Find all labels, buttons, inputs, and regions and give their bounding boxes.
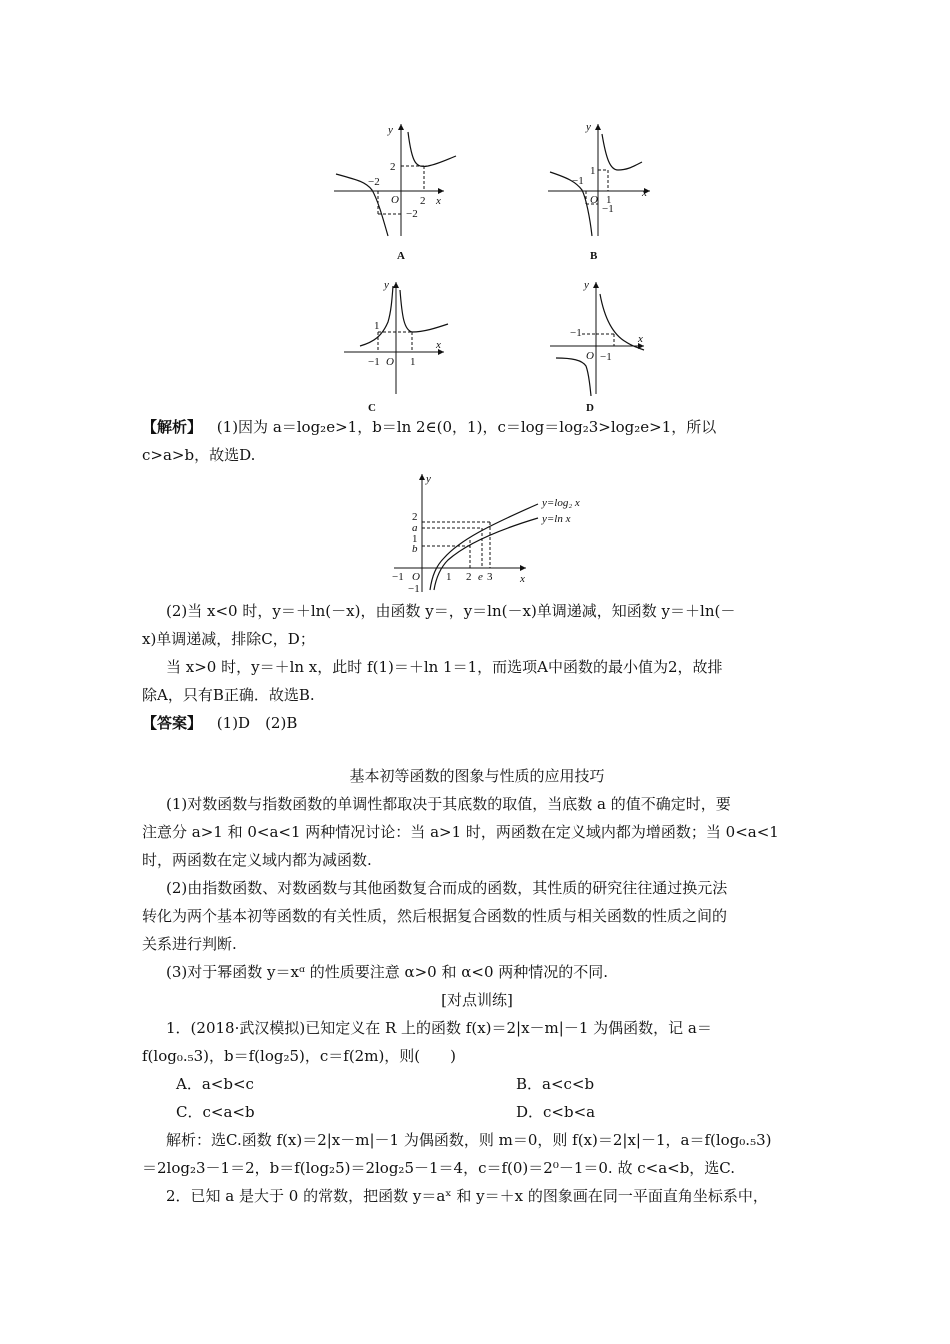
- origin-label: O: [586, 350, 594, 362]
- paragraph-1-line-2: 注意分 a>1 和 0<a<1 两种情况讨论：当 a>1 时，两函数在定义域内都为增函数；当 0<a<1: [142, 823, 779, 841]
- tick-label: 2: [466, 571, 472, 583]
- answer-line: [142, 709, 812, 737]
- tick-label: −2: [368, 176, 380, 188]
- option-a: A．a<b<c: [176, 1075, 254, 1093]
- caption-c: C: [368, 402, 376, 414]
- tick-label: 2: [412, 511, 418, 523]
- tick-label: −2: [406, 208, 418, 220]
- tick-label: 1: [412, 533, 418, 545]
- caption-a: A: [397, 250, 405, 262]
- graph-d: [546, 276, 656, 416]
- log-graph: [388, 470, 608, 594]
- y-axis-label: y: [586, 121, 591, 133]
- graph-c: [340, 276, 460, 416]
- caption-b: B: [590, 250, 598, 262]
- tick-label: −1: [600, 351, 612, 363]
- paragraph-1-line-3: 时，两函数在定义域内都为减函数.: [142, 851, 372, 869]
- tick-label: −1: [368, 356, 380, 368]
- y-axis-label: y: [584, 279, 589, 291]
- analysis-text: (1)因为 a＝log₂e>1，b＝ln 2∈(0，1)，c＝log＝log₂3>log₂e>1，所以: [216, 418, 717, 436]
- option-d: D．c<b<a: [516, 1103, 596, 1121]
- tick-label: a: [412, 522, 418, 534]
- tick-label: 3: [487, 571, 493, 583]
- analysis-line-5: 当 x>0 时，y＝＋ln x，此时 f(1)＝＋ln 1＝1，而选项A中函数的最小值为2，故排: [166, 658, 723, 676]
- legend-ln: y=ln x: [542, 513, 571, 525]
- analysis-line-3: (2)当 x<0 时，y＝＋ln(－x)，由函数 y＝，y＝ln(－x)单调递减，知函数 y＝＋ln(－: [166, 602, 736, 620]
- graph-b: [542, 118, 662, 268]
- x-axis-label: x: [436, 339, 441, 351]
- question-1-line-1: 1．(2018·武汉模拟)已知定义在 R 上的函数 f(x)＝2|x－m|－1 为偶函数，记 a＝: [166, 1019, 712, 1037]
- y-axis-label: y: [388, 124, 393, 136]
- paragraph-1-line-1: (1)对数函数与指数函数的单调性都取决于其底数的取值，当底数 a 的值不确定时，要: [166, 795, 731, 813]
- section-title: 基本初等函数的图象与性质的应用技巧: [349, 767, 605, 785]
- origin-label: O: [391, 194, 399, 206]
- paragraph-2-line-3: 关系进行判断.: [142, 935, 237, 953]
- tick-label: e: [478, 571, 483, 583]
- tick-label: 1: [410, 356, 416, 368]
- analysis-line-6: 除A，只有B正确．故选B.: [142, 686, 315, 704]
- graph-a: [328, 118, 468, 268]
- tick-label: 1: [374, 320, 380, 332]
- tick-label: −1: [408, 583, 420, 594]
- y-axis-label: y: [426, 473, 431, 485]
- origin-label: O: [590, 194, 598, 206]
- analysis-line-4: x)单调递减，排除C，D；: [142, 630, 315, 648]
- tick-label: 2: [390, 161, 396, 173]
- tick-label: 1: [446, 571, 452, 583]
- option-b: B．a<c<b: [516, 1075, 595, 1093]
- answer-tag: 【答案】: [142, 714, 203, 732]
- question-2-line-1: 2．已知 a 是大于 0 的常数，把函数 y＝aˣ 和 y＝＋x 的图象画在同一平面直角坐标系中，: [166, 1187, 768, 1205]
- analysis-line-1: [142, 413, 812, 441]
- x-axis-label: x: [436, 195, 441, 207]
- tick-label: −1: [570, 327, 582, 339]
- y-axis-label: y: [384, 279, 389, 291]
- tick-label: 1: [590, 165, 596, 177]
- origin-label: O: [412, 571, 420, 583]
- training-heading: [对点训练]: [441, 991, 513, 1009]
- tick-label: 2: [420, 195, 426, 207]
- tick-label: b: [412, 543, 418, 555]
- option-c: C．c<a<b: [176, 1103, 255, 1121]
- legend-log2: y=log₂ x: [542, 497, 580, 509]
- x-axis-label: x: [638, 333, 643, 345]
- analysis-tag: 【解析】: [142, 418, 203, 436]
- paragraph-2-line-2: 转化为两个基本初等函数的有关性质，然后根据复合函数的性质与相关函数的性质之间的: [142, 907, 728, 925]
- solution-1-line-2: ＝2log₂3－1＝2，b＝f(log₂5)＝2log₂5－1＝4，c＝f(0)＝2⁰－1＝0. 故 c<a<b，选C.: [142, 1159, 736, 1177]
- origin-label: O: [386, 356, 394, 368]
- solution-1-line-1: 解析：选C.函数 f(x)＝2|x－m|－1 为偶函数，则 m＝0，则 f(x)＝2|x|－1，a＝f(log₀.₅3): [166, 1131, 772, 1149]
- tick-label: 1: [606, 194, 612, 206]
- x-axis-label: x: [642, 187, 647, 199]
- tick-label: −1: [572, 175, 584, 187]
- tick-label: −1: [602, 203, 614, 215]
- x-axis-label: x: [520, 573, 525, 585]
- answer-text: (1)D (2)B: [216, 714, 298, 732]
- caption-d: D: [586, 402, 594, 414]
- tick-label: −1: [392, 571, 404, 583]
- question-1-line-2: f(log₀.₅3)，b＝f(log₂5)，c＝f(2m)，则( ): [142, 1047, 456, 1065]
- analysis-line-2: c>a>b，故选D.: [142, 446, 256, 464]
- paragraph-2-line-1: (2)由指数函数、对数函数与其他函数复合而成的函数，其性质的研究往往通过换元法: [166, 879, 728, 897]
- paragraph-3: (3)对于幂函数 y＝xᵅ 的性质要注意 α>0 和 α<0 两种情况的不同.: [166, 963, 609, 981]
